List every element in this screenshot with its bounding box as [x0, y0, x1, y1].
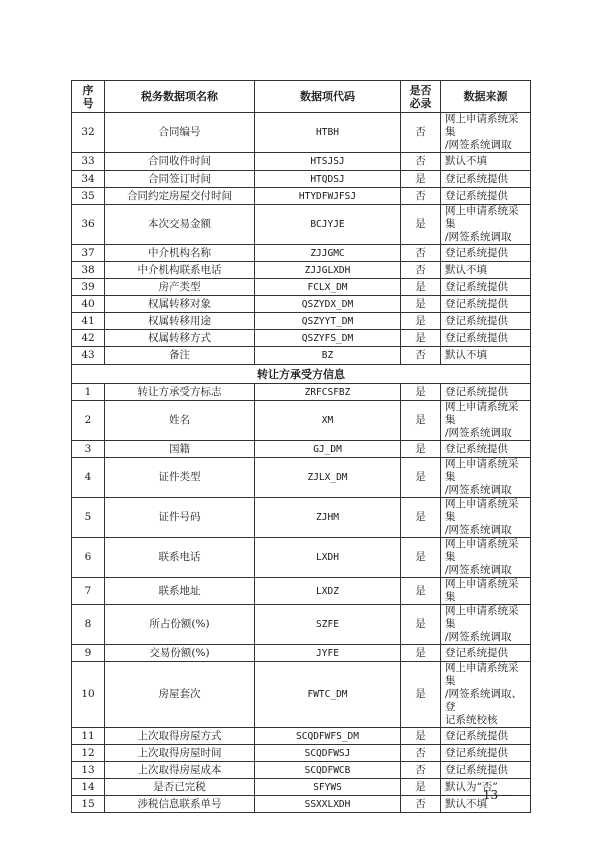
cell-name: 合同约定房屋交付时间	[105, 188, 255, 205]
cell-no: 6	[72, 538, 105, 578]
cell-code: LXDH	[255, 538, 401, 578]
cell-code: SSXXLXDH	[255, 796, 401, 813]
cell-code: SFYWS	[255, 779, 401, 796]
table-row	[72, 153, 531, 171]
cell-required: 是	[401, 605, 441, 645]
cell-no: 39	[72, 279, 105, 296]
cell-no: 37	[72, 245, 105, 262]
cell-source: 登记系统提供	[441, 313, 531, 330]
cell-no: 2	[72, 401, 105, 441]
cell-required: 否	[401, 188, 441, 205]
cell-required: 是	[401, 330, 441, 347]
cell-source: 网上申请系统采集 /网签系统调取	[441, 458, 531, 498]
table-row	[72, 578, 531, 605]
table-row	[72, 728, 531, 745]
cell-code: HTSJSJ	[255, 153, 401, 171]
table-row	[72, 538, 531, 578]
cell-required: 是	[401, 384, 441, 401]
table-row	[72, 401, 531, 441]
cell-name: 国籍	[105, 441, 255, 458]
cell-code: SCQDFWFS_DM	[255, 728, 401, 745]
cell-source: 网上申请系统采集 /网签系统调取	[441, 113, 531, 153]
table-row	[72, 262, 531, 279]
cell-name: 权属转移用途	[105, 313, 255, 330]
cell-source: 登记系统提供	[441, 441, 531, 458]
cell-no: 12	[72, 745, 105, 762]
cell-required: 是	[401, 458, 441, 498]
cell-source: 默认不填	[441, 153, 531, 171]
cell-name: 中介机构联系电话	[105, 262, 255, 279]
header-required: 是否 必录	[401, 81, 441, 113]
cell-name: 姓名	[105, 401, 255, 441]
cell-source: 登记系统提供	[441, 384, 531, 401]
header-source: 数据来源	[441, 81, 531, 113]
cell-no: 11	[72, 728, 105, 745]
cell-source: 登记系统提供	[441, 171, 531, 188]
cell-source: 默认为“否”	[441, 779, 531, 796]
header-name: 税务数据项名称	[105, 81, 255, 113]
cell-required: 否	[401, 113, 441, 153]
table-row	[72, 113, 531, 153]
cell-name: 合同编号	[105, 113, 255, 153]
cell-source: 网上申请系统采集 /网签系统调取	[441, 538, 531, 578]
cell-source: 登记系统提供	[441, 245, 531, 262]
cell-source: 登记系统提供	[441, 188, 531, 205]
cell-code: ZJJGMC	[255, 245, 401, 262]
table-row	[72, 347, 531, 365]
table-row	[72, 458, 531, 498]
cell-name: 所占份额(%)	[105, 605, 255, 645]
cell-required: 是	[401, 779, 441, 796]
cell-required: 是	[401, 205, 441, 245]
cell-no: 8	[72, 605, 105, 645]
table-row	[72, 779, 531, 796]
cell-source: 登记系统提供	[441, 330, 531, 347]
cell-code: HTBH	[255, 113, 401, 153]
header-code: 数据项代码	[255, 81, 401, 113]
cell-name: 上次取得房屋方式	[105, 728, 255, 745]
table-row	[72, 762, 531, 779]
cell-no: 15	[72, 796, 105, 813]
cell-required: 否	[401, 796, 441, 813]
page-number: — 13 —	[467, 788, 514, 802]
cell-no: 10	[72, 662, 105, 728]
cell-no: 34	[72, 171, 105, 188]
cell-required: 是	[401, 296, 441, 313]
table-section	[72, 365, 531, 384]
cell-code: FCLX_DM	[255, 279, 401, 296]
cell-code: LXDZ	[255, 578, 401, 605]
cell-no: 35	[72, 188, 105, 205]
cell-no: 5	[72, 498, 105, 538]
cell-code: ZRFCSFBZ	[255, 384, 401, 401]
cell-required: 否	[401, 153, 441, 171]
table-row	[72, 662, 531, 728]
cell-name: 证件类型	[105, 458, 255, 498]
cell-code: SCQDFWSJ	[255, 745, 401, 762]
cell-name: 合同签订时间	[105, 171, 255, 188]
cell-no: 13	[72, 762, 105, 779]
table-row	[72, 745, 531, 762]
table-row	[72, 330, 531, 347]
cell-no: 42	[72, 330, 105, 347]
cell-source: 默认不填	[441, 262, 531, 279]
cell-code: ZJJGLXDH	[255, 262, 401, 279]
cell-source: 登记系统提供	[441, 296, 531, 313]
table-row	[72, 796, 531, 813]
cell-no: 38	[72, 262, 105, 279]
table-row	[72, 498, 531, 538]
cell-required: 是	[401, 171, 441, 188]
cell-required: 是	[401, 279, 441, 296]
cell-required: 否	[401, 745, 441, 762]
cell-code: FWTC_DM	[255, 662, 401, 728]
table-row	[72, 171, 531, 188]
cell-source: 登记系统提供	[441, 745, 531, 762]
cell-source: 网上申请系统采集	[441, 578, 531, 605]
cell-code: QSZYFS_DM	[255, 330, 401, 347]
cell-required: 否	[401, 762, 441, 779]
cell-source: 登记系统提供	[441, 645, 531, 662]
cell-required: 否	[401, 245, 441, 262]
cell-code: BCJYJE	[255, 205, 401, 245]
cell-required: 是	[401, 313, 441, 330]
cell-required: 是	[401, 662, 441, 728]
cell-code: ZJLX_DM	[255, 458, 401, 498]
header-no: 序 号	[72, 81, 105, 113]
table-row	[72, 188, 531, 205]
cell-name: 联系地址	[105, 578, 255, 605]
cell-name: 联系电话	[105, 538, 255, 578]
table-row	[72, 384, 531, 401]
cell-code: QSZYDX_DM	[255, 296, 401, 313]
cell-source: 网上申请系统采集 /网签系统调取	[441, 605, 531, 645]
cell-no: 40	[72, 296, 105, 313]
cell-required: 是	[401, 728, 441, 745]
cell-no: 43	[72, 347, 105, 365]
cell-name: 权属转移方式	[105, 330, 255, 347]
cell-required: 否	[401, 262, 441, 279]
section-row	[72, 365, 531, 384]
table-row	[72, 296, 531, 313]
table-row	[72, 605, 531, 645]
cell-no: 7	[72, 578, 105, 605]
cell-required: 是	[401, 538, 441, 578]
cell-required: 是	[401, 578, 441, 605]
cell-no: 9	[72, 645, 105, 662]
cell-required: 是	[401, 498, 441, 538]
cell-no: 4	[72, 458, 105, 498]
cell-code: HTYDFWJFSJ	[255, 188, 401, 205]
table-body-transaction	[72, 113, 531, 365]
cell-code: HTQDSJ	[255, 171, 401, 188]
table-header-row	[72, 81, 531, 113]
cell-name: 涉税信息联系单号	[105, 796, 255, 813]
cell-name: 中介机构名称	[105, 245, 255, 262]
cell-name: 证件号码	[105, 498, 255, 538]
table-row	[72, 441, 531, 458]
table-row	[72, 245, 531, 262]
cell-source: 登记系统提供	[441, 279, 531, 296]
cell-code: XM	[255, 401, 401, 441]
cell-no: 33	[72, 153, 105, 171]
cell-code: JYFE	[255, 645, 401, 662]
cell-source: 默认不填	[441, 796, 531, 813]
cell-name: 交易份额(%)	[105, 645, 255, 662]
cell-name: 上次取得房屋时间	[105, 745, 255, 762]
cell-code: SCQDFWCB	[255, 762, 401, 779]
section-title: 转让方承受方信息	[72, 365, 531, 384]
tax-data-table	[71, 80, 531, 813]
table-row	[72, 205, 531, 245]
cell-source: 登记系统提供	[441, 762, 531, 779]
cell-required: 是	[401, 401, 441, 441]
cell-name: 上次取得房屋成本	[105, 762, 255, 779]
cell-name: 权属转移对象	[105, 296, 255, 313]
cell-source: 登记系统提供	[441, 728, 531, 745]
cell-code: GJ_DM	[255, 441, 401, 458]
cell-source: 网上申请系统采集 /网签系统调取、登 记系统校核	[441, 662, 531, 728]
cell-required: 否	[401, 347, 441, 365]
cell-no: 14	[72, 779, 105, 796]
table-row	[72, 279, 531, 296]
cell-code: SZFE	[255, 605, 401, 645]
cell-no: 32	[72, 113, 105, 153]
table-row	[72, 313, 531, 330]
cell-no: 1	[72, 384, 105, 401]
table-body-parties	[72, 384, 531, 813]
cell-name: 本次交易金额	[105, 205, 255, 245]
cell-no: 36	[72, 205, 105, 245]
cell-required: 是	[401, 441, 441, 458]
cell-name: 是否已完税	[105, 779, 255, 796]
cell-source: 网上申请系统采集 /网签系统调取	[441, 401, 531, 441]
cell-code: ZJHM	[255, 498, 401, 538]
cell-source: 默认不填	[441, 347, 531, 365]
cell-no: 3	[72, 441, 105, 458]
cell-name: 备注	[105, 347, 255, 365]
cell-required: 是	[401, 645, 441, 662]
cell-source: 网上申请系统采集 /网签系统调取	[441, 205, 531, 245]
table-row	[72, 645, 531, 662]
cell-name: 转让方承受方标志	[105, 384, 255, 401]
cell-name: 合同收件时间	[105, 153, 255, 171]
cell-code: BZ	[255, 347, 401, 365]
cell-name: 房屋套次	[105, 662, 255, 728]
cell-source: 网上申请系统采集 /网签系统调取	[441, 498, 531, 538]
cell-no: 41	[72, 313, 105, 330]
cell-name: 房产类型	[105, 279, 255, 296]
cell-code: QSZYYT_DM	[255, 313, 401, 330]
